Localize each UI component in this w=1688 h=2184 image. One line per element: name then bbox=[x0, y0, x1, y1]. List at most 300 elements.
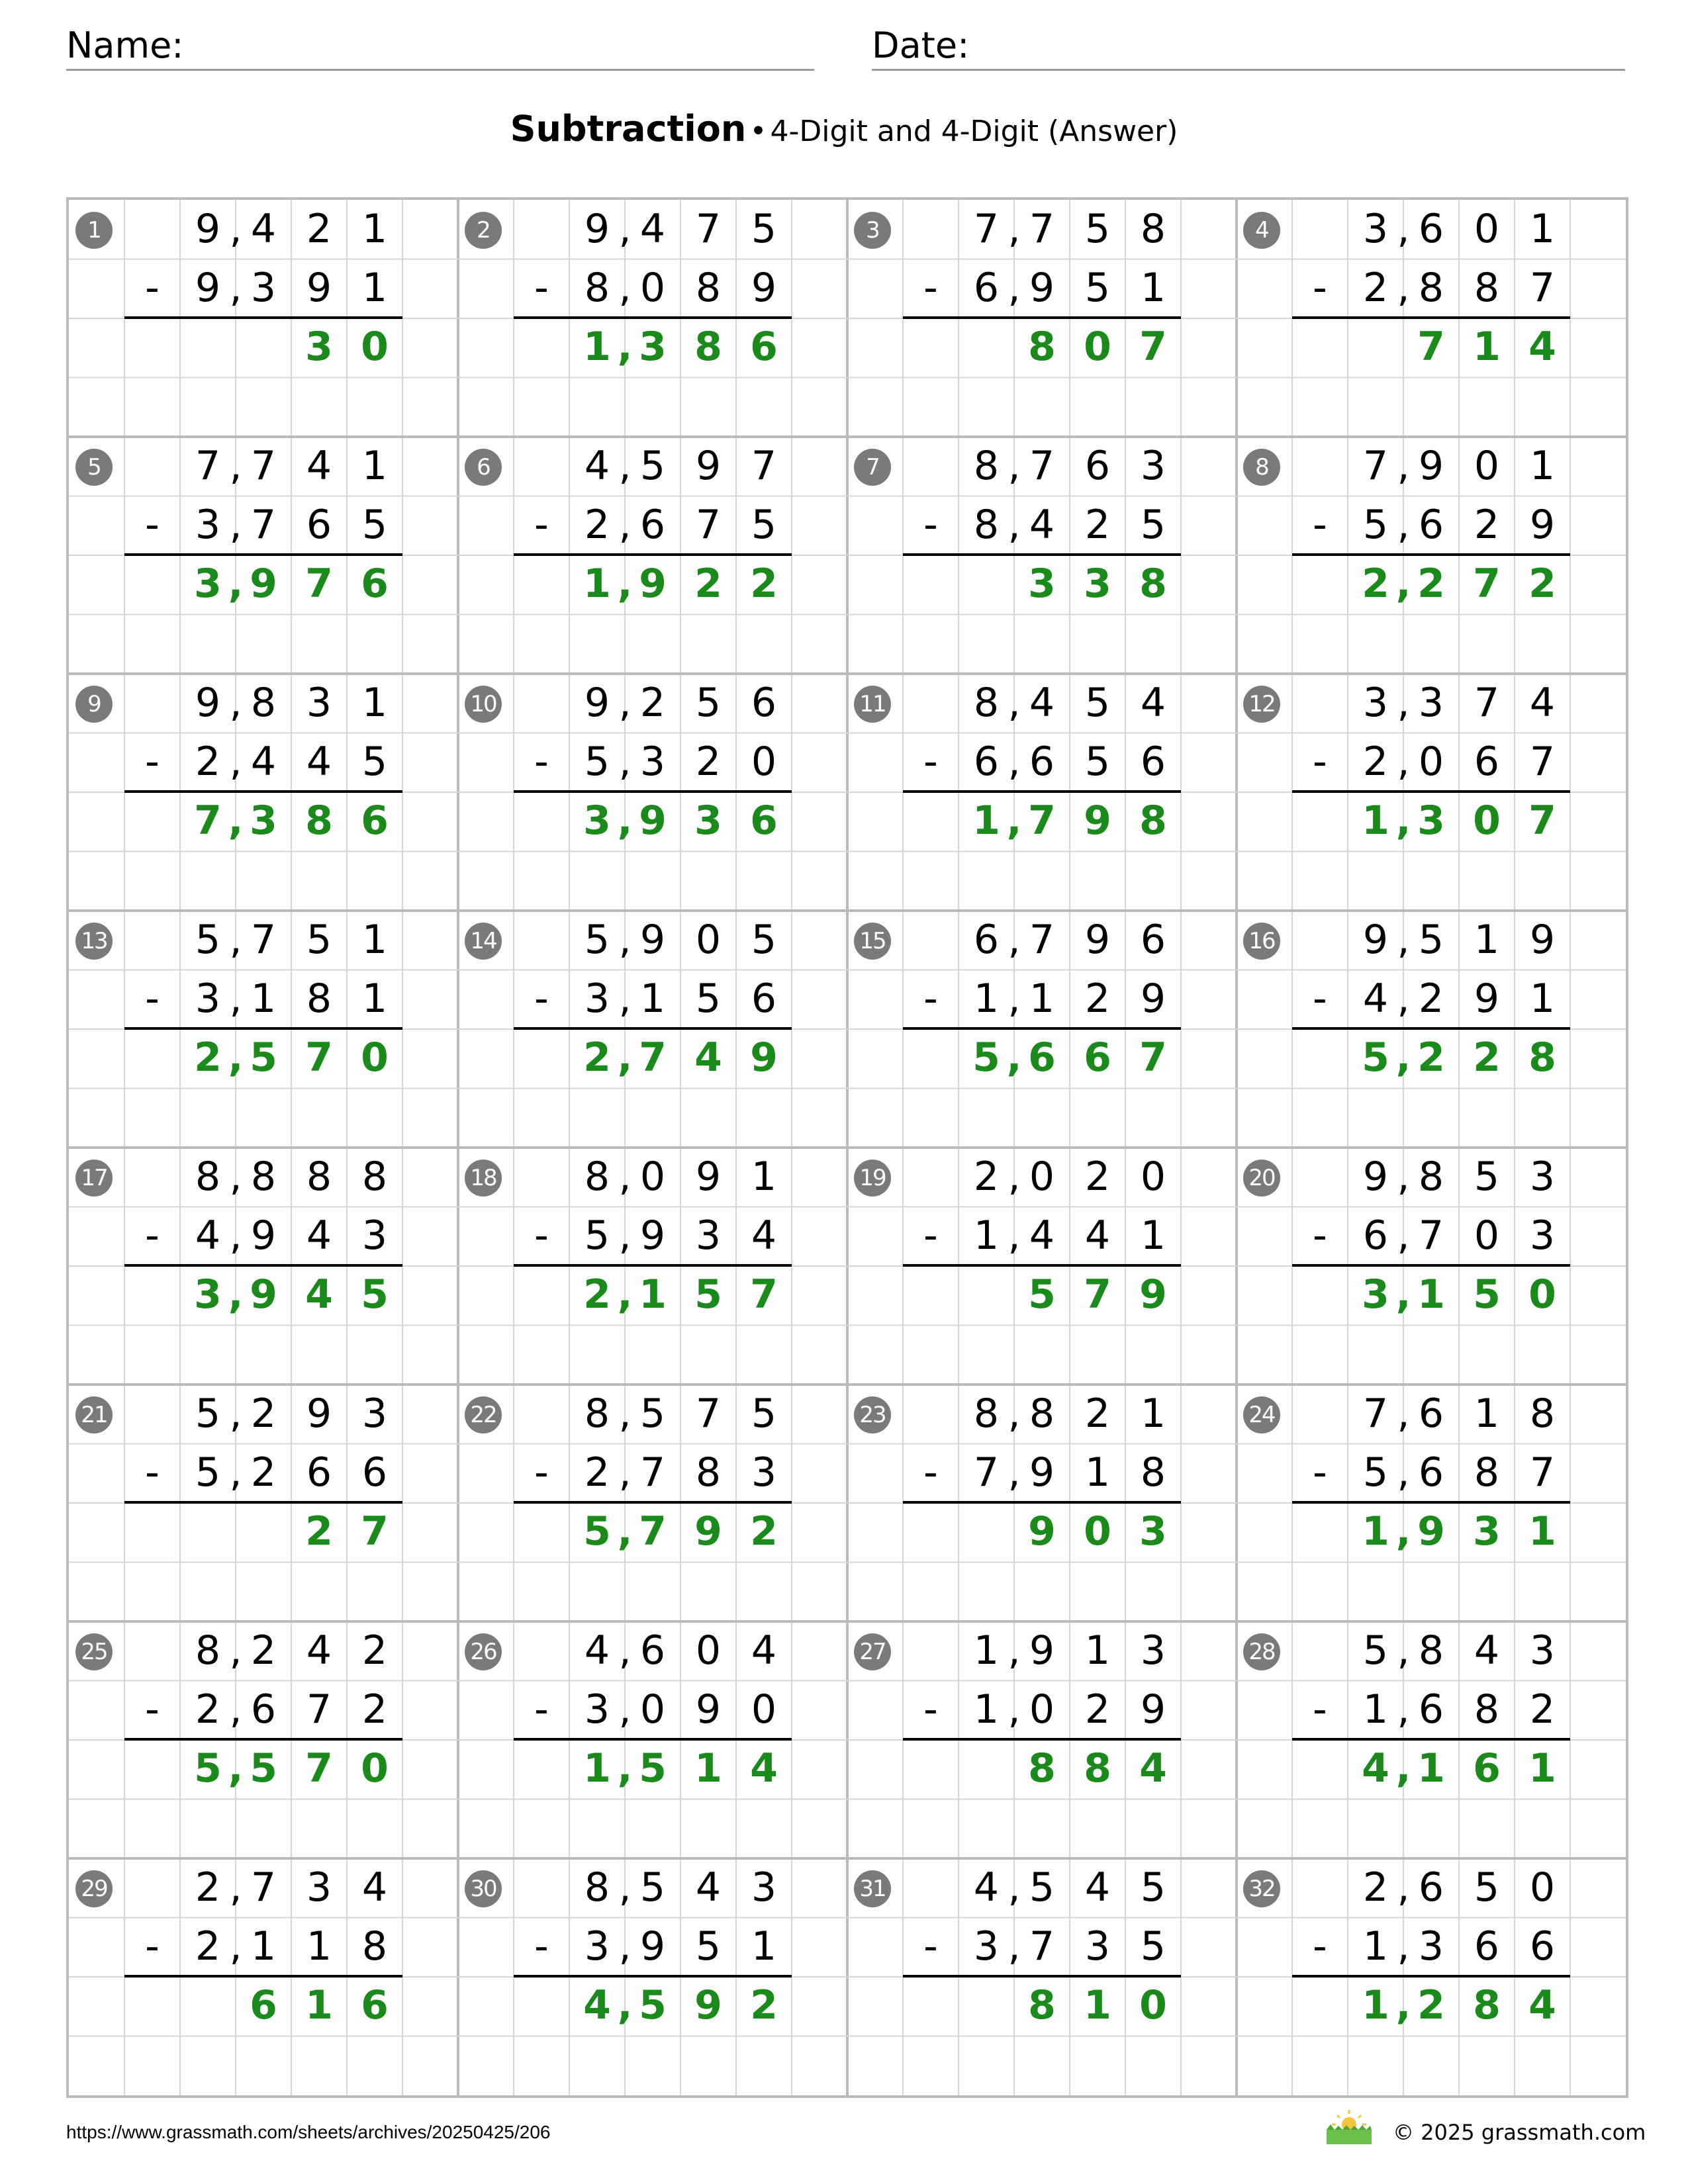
subtrahend bbox=[124, 1680, 402, 1739]
problem-29 bbox=[69, 1858, 458, 2095]
digit: 2 bbox=[695, 739, 722, 785]
digit: 7 bbox=[250, 1864, 277, 1911]
digit: 6 bbox=[973, 739, 1000, 785]
digit: 2 bbox=[1528, 561, 1556, 607]
digit: 0 bbox=[751, 739, 777, 785]
minus-sign: - bbox=[534, 976, 549, 1022]
digit: 3 bbox=[361, 1212, 388, 1259]
digit: 5 bbox=[1028, 1271, 1056, 1318]
digit: 4 bbox=[1528, 324, 1556, 370]
minuend bbox=[514, 674, 792, 733]
digit: 2 bbox=[1473, 1034, 1501, 1081]
minuend bbox=[1292, 911, 1570, 970]
digit: 2 bbox=[306, 206, 332, 252]
digit: 7 bbox=[639, 1508, 667, 1555]
digit: 1 bbox=[1417, 1271, 1445, 1318]
problem-number-badge: 10 bbox=[465, 686, 502, 723]
thousands-comma: , bbox=[618, 502, 632, 548]
digit: 8 bbox=[973, 443, 1000, 489]
digit: 7 bbox=[695, 502, 722, 548]
digit: 1 bbox=[694, 1745, 722, 1792]
problem-7 bbox=[847, 437, 1237, 674]
digit: 6 bbox=[973, 265, 1000, 311]
digit: 4 bbox=[1362, 976, 1389, 1022]
digit: 7 bbox=[1029, 917, 1055, 963]
problem-23 bbox=[847, 1385, 1237, 1621]
digit: 3 bbox=[584, 1686, 610, 1733]
minuend bbox=[903, 1621, 1181, 1680]
digit: 0 bbox=[1529, 1864, 1556, 1911]
digit: 1 bbox=[1362, 1508, 1389, 1555]
digit: 5 bbox=[694, 1271, 722, 1318]
digit: 3 bbox=[639, 324, 667, 370]
digit: 6 bbox=[1474, 1923, 1500, 1970]
digit: 3 bbox=[1473, 1508, 1501, 1555]
digit: 0 bbox=[1029, 1686, 1055, 1733]
digit: 2 bbox=[1084, 1390, 1111, 1437]
thousands-comma: , bbox=[228, 1745, 244, 1792]
thousands-comma: , bbox=[1008, 1449, 1021, 1496]
minus-sign: - bbox=[145, 265, 160, 311]
digit: 8 bbox=[584, 1390, 610, 1437]
digit: 1 bbox=[361, 917, 388, 963]
thousands-comma: , bbox=[229, 1212, 242, 1259]
footer-url[interactable]: https://www.grassmath.com/sheets/archives/20250425/206 bbox=[66, 2122, 551, 2142]
digit: 3 bbox=[1529, 1154, 1556, 1200]
answer bbox=[514, 1028, 792, 1087]
digit: 5 bbox=[1140, 502, 1166, 548]
digit: 2 bbox=[1362, 739, 1389, 785]
answer bbox=[124, 1265, 402, 1324]
thousands-comma: , bbox=[1008, 206, 1021, 252]
digit: 5 bbox=[695, 680, 722, 726]
digit: 6 bbox=[750, 324, 778, 370]
problem-6 bbox=[458, 437, 847, 674]
digit: 5 bbox=[583, 1508, 611, 1555]
thousands-comma: , bbox=[618, 1212, 632, 1259]
digit: 3 bbox=[1418, 1923, 1444, 1970]
digit: 2 bbox=[195, 739, 221, 785]
digit: 1 bbox=[361, 443, 388, 489]
digit: 2 bbox=[361, 1686, 388, 1733]
digit: 9 bbox=[250, 561, 277, 607]
thousands-comma: , bbox=[1395, 1034, 1411, 1081]
answer bbox=[1292, 792, 1570, 850]
digit: 8 bbox=[1418, 1627, 1444, 1674]
problem-8 bbox=[1237, 437, 1626, 674]
digit: 6 bbox=[751, 680, 777, 726]
digit: 2 bbox=[583, 1271, 611, 1318]
problem-number-badge: 8 bbox=[1243, 449, 1280, 486]
digit: 0 bbox=[1029, 1154, 1055, 1200]
digit: 2 bbox=[1084, 1154, 1111, 1200]
thousands-comma: , bbox=[1397, 265, 1410, 311]
digit: 2 bbox=[1417, 561, 1445, 607]
digit: 8 bbox=[1418, 265, 1444, 311]
digit: 7 bbox=[1529, 1449, 1556, 1496]
digit: 9 bbox=[306, 1390, 332, 1437]
problem-number-badge: 13 bbox=[75, 923, 113, 960]
answer bbox=[1292, 318, 1570, 377]
digit: 9 bbox=[1362, 917, 1389, 963]
subtrahend bbox=[514, 496, 792, 555]
date-field[interactable] bbox=[872, 25, 1625, 71]
digit: 5 bbox=[695, 976, 722, 1022]
digit: 1 bbox=[1362, 1982, 1389, 2028]
digit: 3 bbox=[639, 739, 666, 785]
digit: 8 bbox=[973, 680, 1000, 726]
digit: 6 bbox=[973, 917, 1000, 963]
name-label: Name: bbox=[66, 24, 184, 66]
digit: 8 bbox=[1029, 1390, 1055, 1437]
digit: 8 bbox=[250, 1154, 277, 1200]
digit: 0 bbox=[1473, 797, 1501, 844]
thousands-comma: , bbox=[1397, 206, 1410, 252]
problem-number-badge: 11 bbox=[854, 686, 891, 723]
digit: 3 bbox=[1529, 1627, 1556, 1674]
digit: 5 bbox=[361, 739, 388, 785]
problem-20 bbox=[1237, 1148, 1626, 1385]
digit: 8 bbox=[1028, 1745, 1056, 1792]
thousands-comma: , bbox=[1008, 265, 1021, 311]
digit: 8 bbox=[973, 502, 1000, 548]
problem-number-badge: 32 bbox=[1243, 1870, 1280, 1907]
digit: 5 bbox=[195, 1390, 221, 1437]
problem-1 bbox=[69, 200, 458, 437]
digit: 9 bbox=[751, 265, 777, 311]
thousands-comma: , bbox=[1397, 1390, 1410, 1437]
subtrahend bbox=[903, 1917, 1181, 1976]
digit: 7 bbox=[1418, 1212, 1444, 1259]
minuend bbox=[1292, 437, 1570, 496]
problem-4 bbox=[1237, 200, 1626, 437]
digit: 3 bbox=[305, 324, 333, 370]
digit: 5 bbox=[306, 917, 332, 963]
thousands-comma: , bbox=[617, 1034, 633, 1081]
digit: 4 bbox=[1029, 502, 1055, 548]
answer bbox=[514, 1976, 792, 2035]
problem-number-badge: 21 bbox=[75, 1396, 113, 1433]
subtrahend bbox=[514, 970, 792, 1028]
thousands-comma: , bbox=[617, 1745, 633, 1792]
digit: 4 bbox=[1139, 1745, 1167, 1792]
digit: 2 bbox=[1084, 976, 1111, 1022]
subtrahend bbox=[903, 733, 1181, 792]
problem-number-badge: 18 bbox=[465, 1160, 502, 1197]
digit: 9 bbox=[195, 265, 221, 311]
digit: 1 bbox=[1362, 1686, 1389, 1733]
digit: 8 bbox=[1418, 1154, 1444, 1200]
subtrahend bbox=[903, 259, 1181, 318]
digit: 8 bbox=[1473, 1982, 1501, 2028]
digit: 7 bbox=[195, 443, 221, 489]
digit: 0 bbox=[695, 917, 722, 963]
minus-sign: - bbox=[1313, 1686, 1327, 1733]
digit: 1 bbox=[361, 265, 388, 311]
problem-13 bbox=[69, 911, 458, 1148]
answer bbox=[1292, 1739, 1570, 1798]
digit: 3 bbox=[584, 1923, 610, 1970]
digit: 7 bbox=[639, 1449, 666, 1496]
digit: 7 bbox=[1362, 1390, 1389, 1437]
digit: 4 bbox=[639, 206, 666, 252]
thousands-comma: , bbox=[1008, 502, 1021, 548]
digit: 9 bbox=[694, 1982, 722, 2028]
digit: 0 bbox=[1528, 1271, 1556, 1318]
digit: 2 bbox=[195, 1923, 221, 1970]
problem-number-badge: 25 bbox=[75, 1633, 113, 1670]
subtrahend bbox=[514, 1917, 792, 1976]
digit: 3 bbox=[361, 1390, 388, 1437]
digit: 1 bbox=[639, 976, 666, 1022]
digit: 2 bbox=[1362, 561, 1389, 607]
subtrahend bbox=[1292, 496, 1570, 555]
digit: 1 bbox=[1140, 265, 1166, 311]
thousands-comma: , bbox=[617, 1508, 633, 1555]
answer bbox=[903, 555, 1181, 614]
thousands-comma: , bbox=[229, 265, 242, 311]
digit: 8 bbox=[695, 265, 722, 311]
minus-sign: - bbox=[145, 1449, 160, 1496]
digit: 2 bbox=[973, 1154, 1000, 1200]
answer bbox=[124, 1028, 402, 1087]
digit: 8 bbox=[361, 1923, 388, 1970]
digit: 7 bbox=[306, 1686, 332, 1733]
digit: 9 bbox=[1418, 443, 1444, 489]
thousands-comma: , bbox=[618, 976, 632, 1022]
digit: 1 bbox=[583, 1745, 611, 1792]
thousands-comma: , bbox=[1006, 1034, 1022, 1081]
digit: 6 bbox=[1418, 1390, 1444, 1437]
title-main: Subtraction bbox=[510, 108, 747, 150]
subtrahend bbox=[514, 733, 792, 792]
digit: 3 bbox=[306, 680, 332, 726]
digit: 9 bbox=[1084, 917, 1111, 963]
minus-sign: - bbox=[1313, 265, 1327, 311]
thousands-comma: , bbox=[1397, 502, 1410, 548]
problem-number-badge: 4 bbox=[1243, 212, 1280, 249]
digit: 8 bbox=[306, 976, 332, 1022]
thousands-comma: , bbox=[1008, 976, 1021, 1022]
problem-28 bbox=[1237, 1621, 1626, 1858]
digit: 4 bbox=[1084, 1864, 1111, 1911]
digit: 3 bbox=[584, 976, 610, 1022]
thousands-comma: , bbox=[1006, 797, 1022, 844]
minus-sign: - bbox=[923, 1923, 938, 1970]
digit: 6 bbox=[1418, 1864, 1444, 1911]
minus-sign: - bbox=[534, 739, 549, 785]
digit: 3 bbox=[1417, 797, 1445, 844]
digit: 6 bbox=[1362, 1212, 1389, 1259]
digit: 9 bbox=[1140, 976, 1166, 1022]
digit: 3 bbox=[195, 502, 221, 548]
name-field[interactable] bbox=[66, 25, 814, 71]
minus-sign: - bbox=[145, 976, 160, 1022]
digit: 1 bbox=[1474, 1390, 1500, 1437]
digit: 3 bbox=[1418, 680, 1444, 726]
digit: 4 bbox=[361, 1864, 388, 1911]
digit: 1 bbox=[1140, 1212, 1166, 1259]
digit: 6 bbox=[1084, 443, 1111, 489]
thousands-comma: , bbox=[229, 1449, 242, 1496]
digit: 1 bbox=[1140, 1390, 1166, 1437]
digit: 1 bbox=[361, 680, 388, 726]
problem-3 bbox=[847, 200, 1237, 437]
digit: 4 bbox=[1528, 1982, 1556, 2028]
digit: 5 bbox=[1362, 502, 1389, 548]
minus-sign: - bbox=[1313, 1449, 1327, 1496]
digit: 1 bbox=[973, 1212, 1000, 1259]
problem-number-badge: 16 bbox=[1243, 923, 1280, 960]
digit: 4 bbox=[250, 206, 277, 252]
digit: 3 bbox=[250, 797, 277, 844]
thousands-comma: , bbox=[1008, 1627, 1021, 1674]
minus-sign: - bbox=[923, 1212, 938, 1259]
minus-sign: - bbox=[1313, 976, 1327, 1022]
digit: 5 bbox=[1084, 206, 1111, 252]
minuend bbox=[514, 437, 792, 496]
digit: 7 bbox=[750, 1271, 778, 1318]
digit: 7 bbox=[250, 917, 277, 963]
answer bbox=[124, 1502, 402, 1561]
digit: 2 bbox=[639, 680, 666, 726]
digit: 5 bbox=[194, 1745, 222, 1792]
problem-5 bbox=[69, 437, 458, 674]
minus-sign: - bbox=[1313, 1923, 1327, 1970]
subtrahend bbox=[903, 496, 1181, 555]
answer bbox=[903, 1265, 1181, 1324]
thousands-comma: , bbox=[1395, 561, 1411, 607]
digit: 7 bbox=[695, 1390, 722, 1437]
digit: 2 bbox=[250, 1449, 277, 1496]
digit: 9 bbox=[750, 1034, 778, 1081]
digit: 9 bbox=[195, 206, 221, 252]
thousands-comma: , bbox=[1397, 443, 1410, 489]
digit: 8 bbox=[694, 324, 722, 370]
minuend bbox=[903, 1858, 1181, 1917]
answer bbox=[903, 1739, 1181, 1798]
digit: 0 bbox=[1474, 1212, 1500, 1259]
date-label: Date: bbox=[872, 24, 970, 66]
subtrahend bbox=[903, 1443, 1181, 1502]
digit: 1 bbox=[972, 797, 1000, 844]
subtrahend bbox=[1292, 1680, 1570, 1739]
digit: 4 bbox=[1474, 1627, 1500, 1674]
digit: 9 bbox=[1084, 797, 1111, 844]
digit: 8 bbox=[250, 680, 277, 726]
digit: 4 bbox=[1029, 680, 1055, 726]
minus-sign: - bbox=[923, 1686, 938, 1733]
digit: 5 bbox=[1418, 917, 1444, 963]
digit: 4 bbox=[305, 1271, 333, 1318]
thousands-comma: , bbox=[1008, 1686, 1021, 1733]
digit: 8 bbox=[1140, 1449, 1166, 1496]
digit: 4 bbox=[306, 739, 332, 785]
thousands-comma: , bbox=[229, 976, 242, 1022]
digit: 6 bbox=[750, 797, 778, 844]
minuend bbox=[514, 1858, 792, 1917]
thousands-comma: , bbox=[1395, 1745, 1411, 1792]
minus-sign: - bbox=[534, 1212, 549, 1259]
digit: 1 bbox=[751, 1923, 777, 1970]
problem-number-badge: 29 bbox=[75, 1870, 113, 1907]
problem-number-badge: 2 bbox=[465, 212, 502, 249]
digit: 6 bbox=[361, 561, 389, 607]
digit: 5 bbox=[195, 1449, 221, 1496]
digit: 6 bbox=[1140, 917, 1166, 963]
minuend bbox=[124, 1621, 402, 1680]
answer bbox=[124, 318, 402, 377]
thousands-comma: , bbox=[229, 502, 242, 548]
problem-number-badge: 17 bbox=[75, 1160, 113, 1197]
thousands-comma: , bbox=[617, 561, 633, 607]
digit: 9 bbox=[584, 680, 610, 726]
digit: 2 bbox=[1418, 976, 1444, 1022]
problem-24 bbox=[1237, 1385, 1626, 1621]
digit: 5 bbox=[195, 917, 221, 963]
footer-copyright: © 2025 grassmath.com bbox=[1393, 2120, 1646, 2145]
digit: 1 bbox=[751, 1154, 777, 1200]
answer bbox=[1292, 1028, 1570, 1087]
digit: 5 bbox=[751, 917, 777, 963]
digit: 7 bbox=[361, 1508, 389, 1555]
digit: 4 bbox=[1362, 1745, 1389, 1792]
minus-sign: - bbox=[145, 1923, 160, 1970]
problem-9 bbox=[69, 674, 458, 911]
digit: 9 bbox=[694, 1508, 722, 1555]
problem-number-badge: 26 bbox=[465, 1633, 502, 1670]
problem-number-badge: 31 bbox=[854, 1870, 891, 1907]
digit: 9 bbox=[1362, 1154, 1389, 1200]
thousands-comma: , bbox=[229, 1154, 242, 1200]
minus-sign: - bbox=[534, 265, 549, 311]
digit: 9 bbox=[695, 1686, 722, 1733]
digit: 9 bbox=[306, 265, 332, 311]
digit: 2 bbox=[1529, 1686, 1556, 1733]
minuend bbox=[903, 200, 1181, 259]
thousands-comma: , bbox=[229, 680, 242, 726]
minus-sign: - bbox=[1313, 1212, 1327, 1259]
thousands-comma: , bbox=[618, 1686, 632, 1733]
answer bbox=[903, 318, 1181, 377]
worksheet-title bbox=[0, 106, 1688, 161]
thousands-comma: , bbox=[229, 917, 242, 963]
subtrahend bbox=[1292, 733, 1570, 792]
problem-number-badge: 19 bbox=[854, 1160, 891, 1197]
thousands-comma: , bbox=[1397, 976, 1410, 1022]
digit: 9 bbox=[1529, 917, 1556, 963]
digit: 2 bbox=[1362, 1864, 1389, 1911]
digit: 8 bbox=[1474, 1449, 1500, 1496]
digit: 8 bbox=[1528, 1034, 1556, 1081]
digit: 9 bbox=[639, 797, 667, 844]
digit: 9 bbox=[1029, 265, 1055, 311]
digit: 3 bbox=[695, 1212, 722, 1259]
digit: 9 bbox=[1029, 1627, 1055, 1674]
digit: 8 bbox=[584, 1864, 610, 1911]
digit: 7 bbox=[1139, 1034, 1167, 1081]
digit: 9 bbox=[639, 917, 666, 963]
digit: 4 bbox=[1140, 680, 1166, 726]
digit: 1 bbox=[1362, 797, 1389, 844]
thousands-comma: , bbox=[1008, 917, 1021, 963]
thousands-comma: , bbox=[618, 680, 632, 726]
digit: 8 bbox=[306, 1154, 332, 1200]
digit: 4 bbox=[973, 1864, 1000, 1911]
minus-sign: - bbox=[923, 502, 938, 548]
digit: 2 bbox=[361, 1627, 388, 1674]
digit: 7 bbox=[305, 561, 333, 607]
